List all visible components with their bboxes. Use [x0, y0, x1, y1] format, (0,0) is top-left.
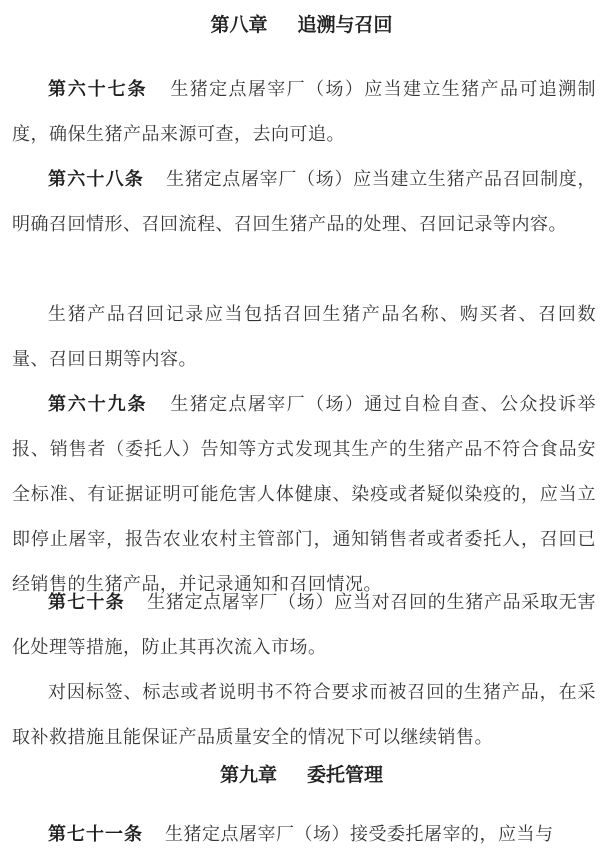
chapter-8-heading	[0, 12, 603, 38]
article-68	[12, 157, 596, 247]
chapter-9-heading	[0, 762, 603, 788]
article-70-text: 生猪定点屠宰厂（场）应当对召回的生猪产品采取无害化处理等措施，防止其再次流入市场。	[12, 592, 596, 658]
article-67-label: 第六十七条	[48, 79, 148, 100]
article-69-text: 生猪定点屠宰厂（场）通过自检自查、公众投诉举报、销售者（委托人）告知等方式发现其生产的生猪产品不符合食品安全标准、有证据证明可能危害人体健康、染疫或者疑似染疫的，应当立即停止屠宰，报告农业农村主管部门，通知销售者或者委托人，召回已经销售的生猪产品，并记录通知和召回情况。	[12, 394, 597, 595]
chapter-9-title: 委托管理	[307, 764, 384, 786]
article-71-text: 生猪定点屠宰厂（场）接受委托屠宰的，应当与	[165, 824, 554, 845]
article-70-label: 第七十条	[48, 592, 125, 613]
chapter-8-title: 追溯与召回	[297, 14, 393, 36]
article-68-text: 生猪定点屠宰厂（场）应当建立生猪产品召回制度，明确召回情形、召回流程、召回生猪产品的处理、召回记录等内容。	[12, 169, 596, 235]
article-68-paragraph-2: 生猪产品召回记录应当包括召回生猪产品名称、购买者、召回数量、召回日期等内容。	[12, 304, 596, 370]
article-67-text: 生猪定点屠宰厂（场）应当建立生猪产品可追溯制度，确保生猪产品来源可查，去向可追。	[12, 79, 597, 145]
chapter-8-number: 第八章	[210, 14, 268, 36]
chapter-9-number: 第九章	[219, 764, 277, 786]
article-70-paragraph-2: 对因标签、标志或者说明书不符合要求而被召回的生猪产品，在采取补救措施且能保证产品质量安全的情况下可以继续销售。	[12, 682, 596, 748]
article-69	[12, 382, 596, 607]
article-71-label: 第七十一条	[48, 824, 143, 845]
article-71	[12, 812, 596, 857]
article-69-label: 第六十九条	[48, 394, 148, 415]
article-67	[12, 67, 596, 157]
article-68-label: 第六十八条	[48, 169, 144, 190]
article-70	[12, 580, 596, 670]
